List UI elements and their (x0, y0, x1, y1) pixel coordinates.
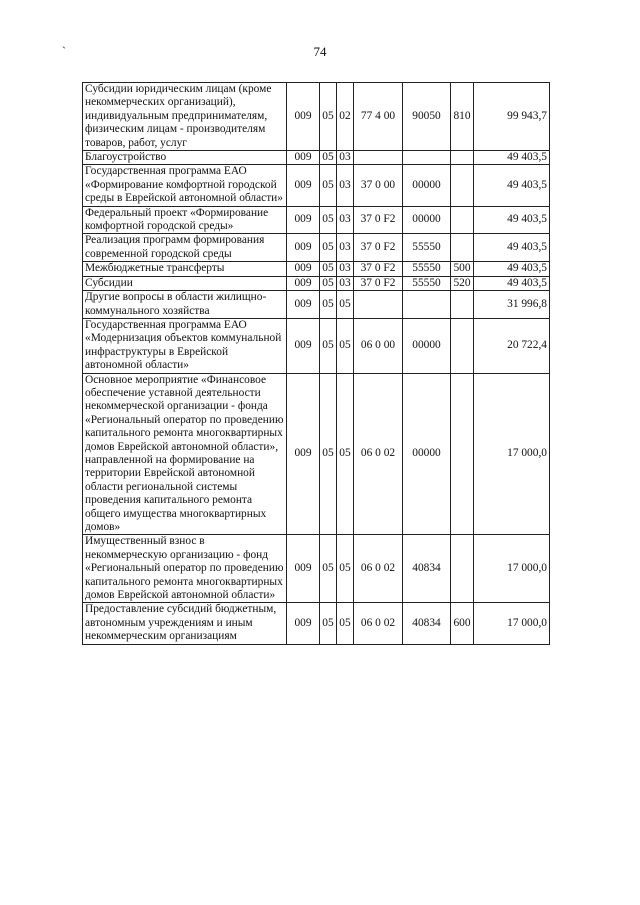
page-number: 74 (313, 44, 327, 59)
row-target-article: 06 0 00 (354, 318, 403, 373)
row-name: Реализация программ формирования современной городской среды (83, 234, 287, 262)
row-sum: 17 000,0 (474, 603, 550, 644)
row-ved-code: 009 (287, 373, 320, 535)
row-sum: 17 000,0 (474, 535, 550, 603)
row-subsection-code: 05 (337, 291, 354, 319)
row-ved-code: 009 (287, 291, 320, 319)
row-target-article-suffix: 00000 (403, 318, 451, 373)
row-expense-type (451, 318, 474, 373)
row-target-article: 37 0 00 (354, 165, 403, 206)
row-sum: 49 403,5 (474, 234, 550, 262)
row-subsection-code: 03 (337, 276, 354, 290)
row-target-article: 77 4 00 (354, 83, 403, 151)
row-target-article: 37 0 F2 (354, 262, 403, 276)
row-sum: 49 403,5 (474, 276, 550, 290)
row-name: Межбюджетные трансферты (83, 262, 287, 276)
row-subsection-code: 02 (337, 83, 354, 151)
table-row (83, 291, 550, 319)
row-target-article-suffix: 55550 (403, 262, 451, 276)
row-ved-code: 009 (287, 603, 320, 644)
row-expense-type (451, 373, 474, 535)
row-name: Предоставление субсидий бюджетным, автономным учреждениям и иным некоммерческим организациям (83, 603, 287, 644)
row-ved-code: 009 (287, 165, 320, 206)
row-subsection-code: 05 (337, 373, 354, 535)
row-section-code: 05 (320, 291, 337, 319)
row-expense-type (451, 151, 474, 165)
row-target-article (354, 291, 403, 319)
row-section-code: 05 (320, 83, 337, 151)
row-target-article-suffix: 55550 (403, 276, 451, 290)
row-target-article: 06 0 02 (354, 603, 403, 644)
row-section-code: 05 (320, 373, 337, 535)
row-ved-code: 009 (287, 318, 320, 373)
row-expense-type: 500 (451, 262, 474, 276)
row-name: Основное мероприятие «Финансовое обеспечение уставной деятельности некоммерческой организации - фонда «Региональный оператор по проведению капитального ремонта многоквартирных домов Еврейской автономной области», направленной на формирование на территории Еврейской автономной области региональной системы проведения капитального ремонта общего имущества многоквартирных домов» (83, 373, 287, 535)
row-target-article-suffix (403, 151, 451, 165)
row-target-article: 37 0 F2 (354, 234, 403, 262)
row-section-code: 05 (320, 603, 337, 644)
row-target-article-suffix (403, 291, 451, 319)
row-section-code: 05 (320, 234, 337, 262)
table-row (83, 262, 550, 276)
row-section-code: 05 (320, 262, 337, 276)
row-expense-type (451, 165, 474, 206)
row-target-article-suffix: 00000 (403, 206, 451, 234)
row-expense-type: 810 (451, 83, 474, 151)
row-target-article: 37 0 F2 (354, 276, 403, 290)
row-sum: 99 943,7 (474, 83, 550, 151)
row-name: Благоустройство (83, 151, 287, 165)
row-expense-type: 600 (451, 603, 474, 644)
row-ved-code: 009 (287, 276, 320, 290)
row-subsection-code: 05 (337, 535, 354, 603)
row-sum: 20 722,4 (474, 318, 550, 373)
row-name: Государственная программа ЕАО «Формирование комфортной городской среды в Еврейской автономной области» (83, 165, 287, 206)
row-subsection-code: 03 (337, 165, 354, 206)
row-target-article-suffix: 55550 (403, 234, 451, 262)
table-row (83, 318, 550, 373)
row-sum: 49 403,5 (474, 206, 550, 234)
row-section-code: 05 (320, 535, 337, 603)
row-ved-code: 009 (287, 83, 320, 151)
row-subsection-code: 05 (337, 603, 354, 644)
row-sum: 49 403,5 (474, 262, 550, 276)
row-section-code: 05 (320, 206, 337, 234)
row-target-article (354, 151, 403, 165)
row-target-article-suffix: 40834 (403, 535, 451, 603)
row-section-code: 05 (320, 276, 337, 290)
row-name: Другие вопросы в области жилищно-коммунального хозяйства (83, 291, 287, 319)
row-expense-type: 520 (451, 276, 474, 290)
table-row (83, 83, 550, 151)
table-row (83, 234, 550, 262)
row-target-article-suffix: 00000 (403, 373, 451, 535)
row-target-article: 06 0 02 (354, 373, 403, 535)
row-ved-code: 009 (287, 151, 320, 165)
row-ved-code: 009 (287, 535, 320, 603)
row-target-article-suffix: 90050 (403, 83, 451, 151)
row-section-code: 05 (320, 165, 337, 206)
row-name: Федеральный проект «Формирование комфортной городской среды» (83, 206, 287, 234)
row-subsection-code: 03 (337, 206, 354, 234)
row-name: Субсидии (83, 276, 287, 290)
row-section-code: 05 (320, 318, 337, 373)
row-section-code: 05 (320, 151, 337, 165)
row-expense-type (451, 291, 474, 319)
row-ved-code: 009 (287, 206, 320, 234)
row-expense-type (451, 234, 474, 262)
row-subsection-code: 03 (337, 151, 354, 165)
row-subsection-code: 03 (337, 234, 354, 262)
row-subsection-code: 03 (337, 262, 354, 276)
row-sum: 31 996,8 (474, 291, 550, 319)
row-target-article: 37 0 F2 (354, 206, 403, 234)
row-expense-type (451, 535, 474, 603)
table-row (83, 603, 550, 644)
row-target-article-suffix: 00000 (403, 165, 451, 206)
row-name: Государственная программа ЕАО «Модернизация объектов коммунальной инфраструктуры в Еврейской автономной области» (83, 318, 287, 373)
budget-table (82, 82, 550, 645)
row-expense-type (451, 206, 474, 234)
row-subsection-code: 05 (337, 318, 354, 373)
row-target-article-suffix: 40834 (403, 603, 451, 644)
row-name: Имущественный взнос в некоммерческую организацию - фонд «Региональный оператор по проведению капитального ремонта многоквартирных домов Еврейской автономной области» (83, 535, 287, 603)
row-sum: 49 403,5 (474, 151, 550, 165)
table-row (83, 373, 550, 535)
table-row (83, 151, 550, 165)
row-sum: 17 000,0 (474, 373, 550, 535)
row-target-article: 06 0 02 (354, 535, 403, 603)
row-ved-code: 009 (287, 234, 320, 262)
table-row (83, 206, 550, 234)
table-row (83, 535, 550, 603)
table-row (83, 276, 550, 290)
row-name: Субсидии юридическим лицам (кроме некоммерческих организаций), индивидуальным предпринимателям, физическим лицам - производителям товаров, работ, услуг (83, 83, 287, 151)
row-ved-code: 009 (287, 262, 320, 276)
table-row (83, 165, 550, 206)
scan-mark: ` (62, 44, 66, 58)
row-sum: 49 403,5 (474, 165, 550, 206)
